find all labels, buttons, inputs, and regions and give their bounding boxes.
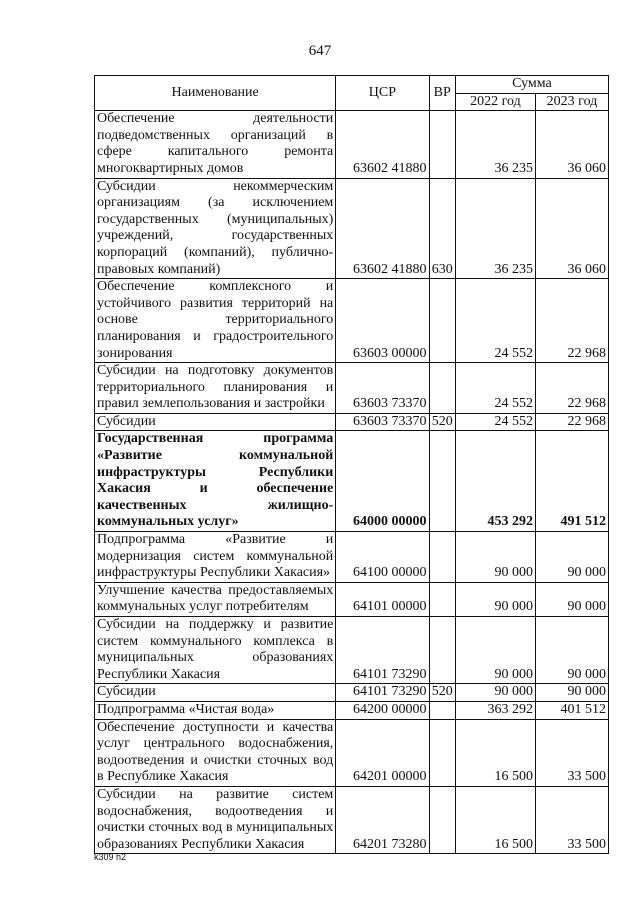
row-sum-2022: 24 552 xyxy=(455,413,535,431)
row-vr xyxy=(429,363,455,414)
table-row xyxy=(95,178,609,279)
row-csr: 63603 73370 xyxy=(336,363,429,414)
row-name: Субсидии на подготовку документов территориального планирования и правил землепользования и застройки xyxy=(95,363,336,414)
row-vr: 630 xyxy=(429,178,455,279)
row-csr: 64200 00000 xyxy=(336,701,429,719)
row-vr xyxy=(429,719,455,786)
row-name: Субсидии на развитие систем водоснабжения, водоотведения и очистки сточных вод в муниципальных образованиях Республики Хакасия xyxy=(95,786,336,853)
table-row xyxy=(95,279,609,363)
row-csr: 63603 73370 xyxy=(336,413,429,431)
row-name: Субсидии xyxy=(95,413,336,431)
row-vr xyxy=(429,617,455,684)
row-sum-2023: 90 000 xyxy=(535,582,608,616)
row-vr xyxy=(429,786,455,853)
row-csr: 64101 00000 xyxy=(336,582,429,616)
page-number: 647 xyxy=(308,43,332,59)
row-sum-2022: 90 000 xyxy=(455,582,535,616)
row-sum-2023: 33 500 xyxy=(535,719,608,786)
row-vr xyxy=(429,532,455,583)
row-csr: 64000 00000 xyxy=(336,431,429,532)
table-row xyxy=(95,617,609,684)
header-year-2023: 2023 год xyxy=(535,93,608,111)
table-row xyxy=(95,111,609,178)
row-csr: 64201 00000 xyxy=(336,719,429,786)
row-sum-2023: 36 060 xyxy=(535,178,608,279)
table-row xyxy=(95,413,609,431)
row-sum-2023: 401 512 xyxy=(535,701,608,719)
row-csr: 64101 73290 xyxy=(336,617,429,684)
row-name: Субсидии xyxy=(95,684,336,702)
row-sum-2022: 90 000 xyxy=(455,617,535,684)
row-csr: 64201 73280 xyxy=(336,786,429,853)
row-csr: 64100 00000 xyxy=(336,532,429,583)
row-name: Субсидии на поддержку и развитие систем коммунального комплекса в муниципальных образованиях Республики Хакасия xyxy=(95,617,336,684)
row-sum-2023: 36 060 xyxy=(535,111,608,178)
row-sum-2023: 33 500 xyxy=(535,786,608,853)
row-vr xyxy=(429,111,455,178)
table-row xyxy=(95,701,609,719)
footer-code: k309 h2 xyxy=(94,852,127,862)
row-sum-2022: 363 292 xyxy=(455,701,535,719)
row-name: Обеспечение деятельности подведомственных организаций в сфере капитального ремонта многоквартирных домов xyxy=(95,111,336,178)
row-sum-2022: 24 552 xyxy=(455,279,535,363)
header-csr: ЦСР xyxy=(336,76,429,111)
table-row xyxy=(95,786,609,853)
row-csr: 63602 41880 xyxy=(336,111,429,178)
row-csr: 64101 73290 xyxy=(336,684,429,702)
row-csr: 63603 00000 xyxy=(336,279,429,363)
row-name: Подпрограмма «Чистая вода» xyxy=(95,701,336,719)
row-sum-2023: 491 512 xyxy=(535,431,608,532)
row-vr xyxy=(429,279,455,363)
row-vr xyxy=(429,582,455,616)
table-row xyxy=(95,719,609,786)
table-row xyxy=(95,532,609,583)
row-sum-2023: 90 000 xyxy=(535,532,608,583)
row-name: Улучшение качества предоставляемых коммунальных услуг потребителям xyxy=(95,582,336,616)
row-sum-2022: 16 500 xyxy=(455,786,535,853)
row-sum-2023: 22 968 xyxy=(535,413,608,431)
row-sum-2023: 90 000 xyxy=(535,684,608,702)
row-sum-2022: 36 235 xyxy=(455,111,535,178)
row-sum-2022: 453 292 xyxy=(455,431,535,532)
row-sum-2022: 90 000 xyxy=(455,684,535,702)
table-row xyxy=(95,363,609,414)
row-sum-2023: 22 968 xyxy=(535,279,608,363)
row-vr xyxy=(429,431,455,532)
row-name: Обеспечение комплексного и устойчивого развития территорий на основе территориального планирования и градостроительного зонирования xyxy=(95,279,336,363)
row-sum-2023: 22 968 xyxy=(535,363,608,414)
table-row xyxy=(95,684,609,702)
row-name: Подпрограмма «Развитие и модернизация систем коммунальной инфраструктуры Республики Хакасия» xyxy=(95,532,336,583)
row-csr: 63602 41880 xyxy=(336,178,429,279)
table-row xyxy=(95,582,609,616)
row-sum-2023: 90 000 xyxy=(535,617,608,684)
budget-table xyxy=(94,75,609,854)
row-name: Обеспечение доступности и качества услуг центрального водоснабжения, водоотведения и очистки сточных вод в Республике Хакасия xyxy=(95,719,336,786)
row-sum-2022: 16 500 xyxy=(455,719,535,786)
row-name: Государственная программа «Развитие коммунальной инфраструктуры Республики Хакасия и обеспечение качественных жилищно-коммунальных услуг» xyxy=(95,431,336,532)
row-vr xyxy=(429,701,455,719)
header-name: Наименование xyxy=(95,76,336,111)
table-row xyxy=(95,431,609,532)
header-sum: Сумма xyxy=(455,76,608,94)
row-vr: 520 xyxy=(429,684,455,702)
row-name: Субсидии некоммерческим организациям (за исключением государственных (муниципальных) учреждений, государственных корпораций (компаний), публично-правовых компаний) xyxy=(95,178,336,279)
row-sum-2022: 24 552 xyxy=(455,363,535,414)
table-body xyxy=(95,111,609,854)
header-vr: ВР xyxy=(429,76,455,111)
table-header-row xyxy=(95,76,609,94)
header-year-2022: 2022 год xyxy=(455,93,535,111)
row-vr: 520 xyxy=(429,413,455,431)
row-sum-2022: 90 000 xyxy=(455,532,535,583)
row-sum-2022: 36 235 xyxy=(455,178,535,279)
